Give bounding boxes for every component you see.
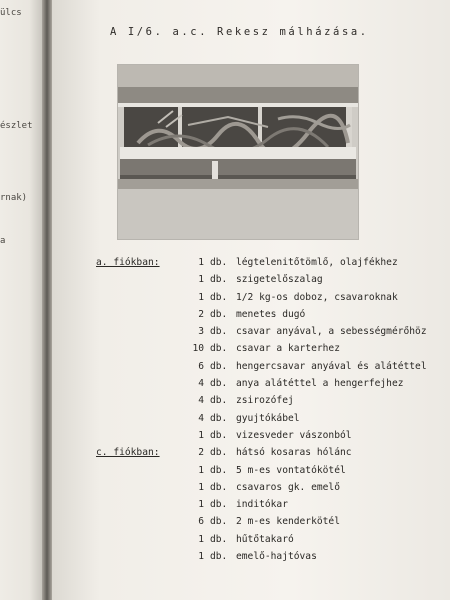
item-description: csavar a karterhez	[236, 343, 340, 355]
left-page-fragment: rnak)	[0, 193, 28, 203]
item-quantity: 1	[198, 533, 204, 545]
item-description: csavaros gk. emelő	[236, 481, 340, 493]
list-item	[96, 410, 446, 427]
list-item	[96, 323, 446, 340]
item-quantity: 1	[198, 464, 204, 476]
list-item	[96, 358, 446, 375]
list-item	[96, 271, 446, 288]
list-item	[96, 513, 446, 530]
item-unit: db.	[210, 499, 228, 511]
item-unit: db.	[210, 378, 228, 390]
item-unit: db.	[210, 516, 228, 528]
item-quantity: 1	[198, 481, 204, 493]
item-description: hengercsavar anyával és alátéttel	[236, 360, 427, 372]
left-page-fragment: a	[0, 236, 6, 246]
list-item	[96, 427, 446, 444]
item-unit: db.	[210, 326, 228, 338]
item-description: gyujtókábel	[236, 412, 300, 424]
item-quantity: 4	[198, 395, 204, 407]
item-unit: db.	[210, 395, 228, 407]
list-item	[96, 254, 446, 271]
list-item	[96, 444, 446, 461]
item-description: vizesveder vászonból	[236, 429, 352, 441]
list-item	[96, 375, 446, 392]
item-unit: db.	[210, 551, 228, 563]
book-spine	[42, 0, 52, 600]
item-quantity: 6	[198, 516, 204, 528]
item-unit: db.	[210, 533, 228, 545]
item-description: szigetelőszalag	[236, 274, 323, 286]
item-description: hűtőtakaró	[236, 533, 294, 545]
list-item	[96, 340, 446, 357]
item-unit: db.	[210, 291, 228, 303]
photo-illustration	[118, 65, 358, 239]
item-quantity: 1	[198, 274, 204, 286]
section-label: a. fiókban:	[96, 257, 160, 268]
item-unit: db.	[210, 360, 228, 372]
item-quantity: 3	[198, 326, 204, 338]
item-description: 1/2 kg-os doboz, csavaroknak	[236, 291, 398, 303]
section-label: c. fiókban:	[96, 447, 160, 459]
item-unit: db.	[210, 343, 228, 355]
item-quantity: 6	[198, 360, 204, 372]
item-unit: db.	[210, 429, 228, 441]
list-item	[96, 496, 446, 513]
item-description: csavar anyával, a sebességmérőhöz	[236, 326, 427, 338]
toolbox-drawer-photo	[117, 64, 359, 240]
list-item	[96, 392, 446, 409]
list-item	[96, 479, 446, 496]
item-unit: db.	[210, 464, 228, 476]
item-unit: db.	[210, 308, 228, 320]
inventory-list	[96, 254, 446, 565]
list-item	[96, 531, 446, 548]
left-page	[0, 0, 42, 600]
document-page	[52, 0, 450, 600]
list-item	[96, 462, 446, 479]
item-quantity: 1	[198, 257, 204, 268]
item-description: anya alátéttel a hengerfejhez	[236, 378, 404, 390]
item-unit: db.	[210, 412, 228, 424]
item-quantity: 4	[198, 412, 204, 424]
item-description: zsirozófej	[236, 395, 294, 407]
item-description: 5 m-es vontatókötél	[236, 464, 346, 476]
item-quantity: 2	[198, 447, 204, 459]
left-page-fragment: észlet	[0, 121, 33, 131]
item-quantity: 2	[198, 308, 204, 320]
item-description: hátsó kosaras hólánc	[236, 447, 352, 459]
item-quantity: 1	[198, 499, 204, 511]
item-unit: db.	[210, 274, 228, 286]
item-unit: db.	[210, 447, 228, 459]
item-quantity: 10	[192, 343, 204, 355]
item-quantity: 1	[198, 429, 204, 441]
item-description: légtelenitőtömlő, olajfékhez	[236, 257, 398, 268]
item-quantity: 1	[198, 551, 204, 563]
item-description: emelő-hajtóvas	[236, 551, 317, 563]
item-description: 2 m-es kenderkötél	[236, 516, 340, 528]
list-item	[96, 548, 446, 565]
item-description: inditókar	[236, 499, 288, 511]
list-item	[96, 289, 446, 306]
item-unit: db.	[210, 481, 228, 493]
page-title: A I/6. a.c. Rekesz málházása.	[110, 26, 369, 38]
item-unit: db.	[210, 257, 228, 268]
item-quantity: 4	[198, 378, 204, 390]
left-page-fragment: ülcs	[0, 8, 22, 18]
item-description: menetes dugó	[236, 308, 306, 320]
list-item	[96, 306, 446, 323]
item-quantity: 1	[198, 291, 204, 303]
